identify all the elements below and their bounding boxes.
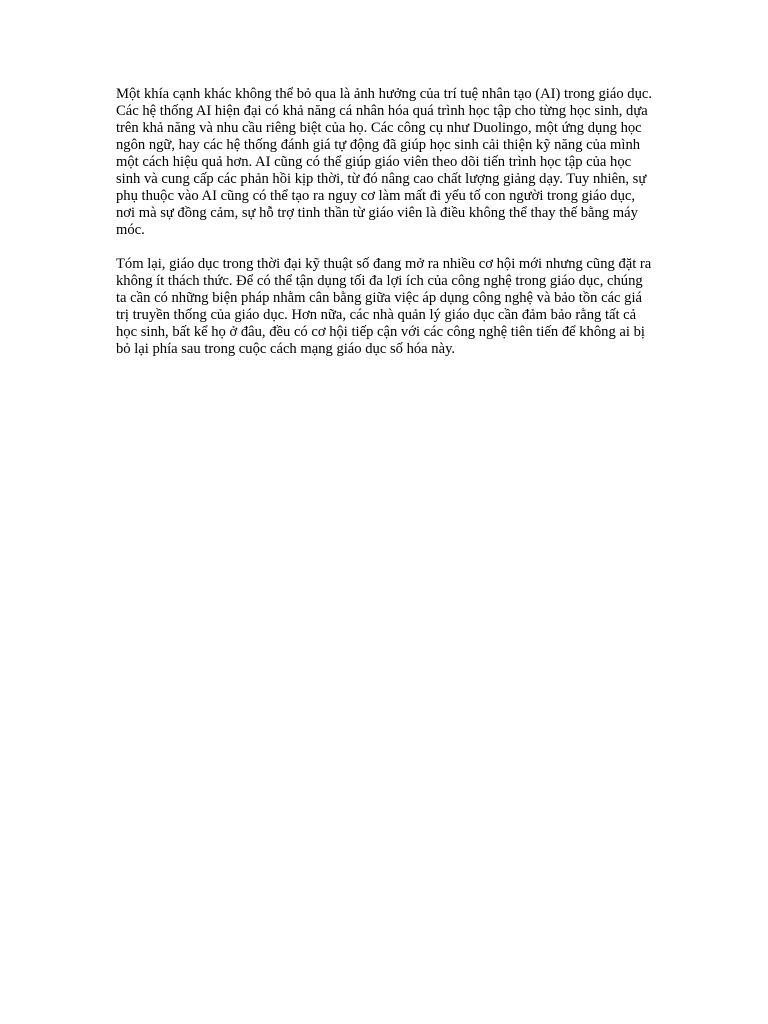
document-body [116, 86, 656, 375]
paragraph-conclusion: Tóm lại, giáo dục trong thời đại kỹ thuật số đang mở ra nhiều cơ hội mới nhưng cũng đặt ra không ít thách thức. Để có thể tận dụng tối đa lợi ích của công nghệ trong giáo dục, chúng ta cần có những biện pháp nhằm cân bằng giữa việc áp dụng công nghệ và bảo tồn các giá trị truyền thống của giáo dục. Hơn nữa, các nhà quản lý giáo dục cần đảm bảo rằng tất cả học sinh, bất kể họ ở đâu, đều có cơ hội tiếp cận với các công nghệ tiên tiến để không ai bị bỏ lại phía sau trong cuộc cách mạng giáo dục số hóa này. [116, 256, 652, 357]
paragraph-ai-in-education: Một khía cạnh khác không thể bỏ qua là ảnh hưởng của trí tuệ nhân tạo (AI) trong giáo dục. Các hệ thống AI hiện đại có khả năng cá nhân hóa quá trình học tập cho từng học sinh, dựa trên khả năng và nhu cầu riêng biệt của họ. Các công cụ như Duolingo, một ứng dụng học ngôn ngữ, hay các hệ thống đánh giá tự động đã giúp học sinh cải thiện kỹ năng của mình một cách hiệu quả hơn. AI cũng có thể giúp giáo viên theo dõi tiến trình học tập của học sinh và cung cấp các phản hồi kịp thời, từ đó nâng cao chất lượng giảng dạy. Tuy nhiên, sự phụ thuộc vào AI cũng có thể tạo ra nguy cơ làm mất đi yếu tố con người trong giáo dục, nơi mà sự đồng cảm, sự hỗ trợ tinh thần từ giáo viên là điều không thể thay thế bằng máy móc. [116, 86, 652, 238]
